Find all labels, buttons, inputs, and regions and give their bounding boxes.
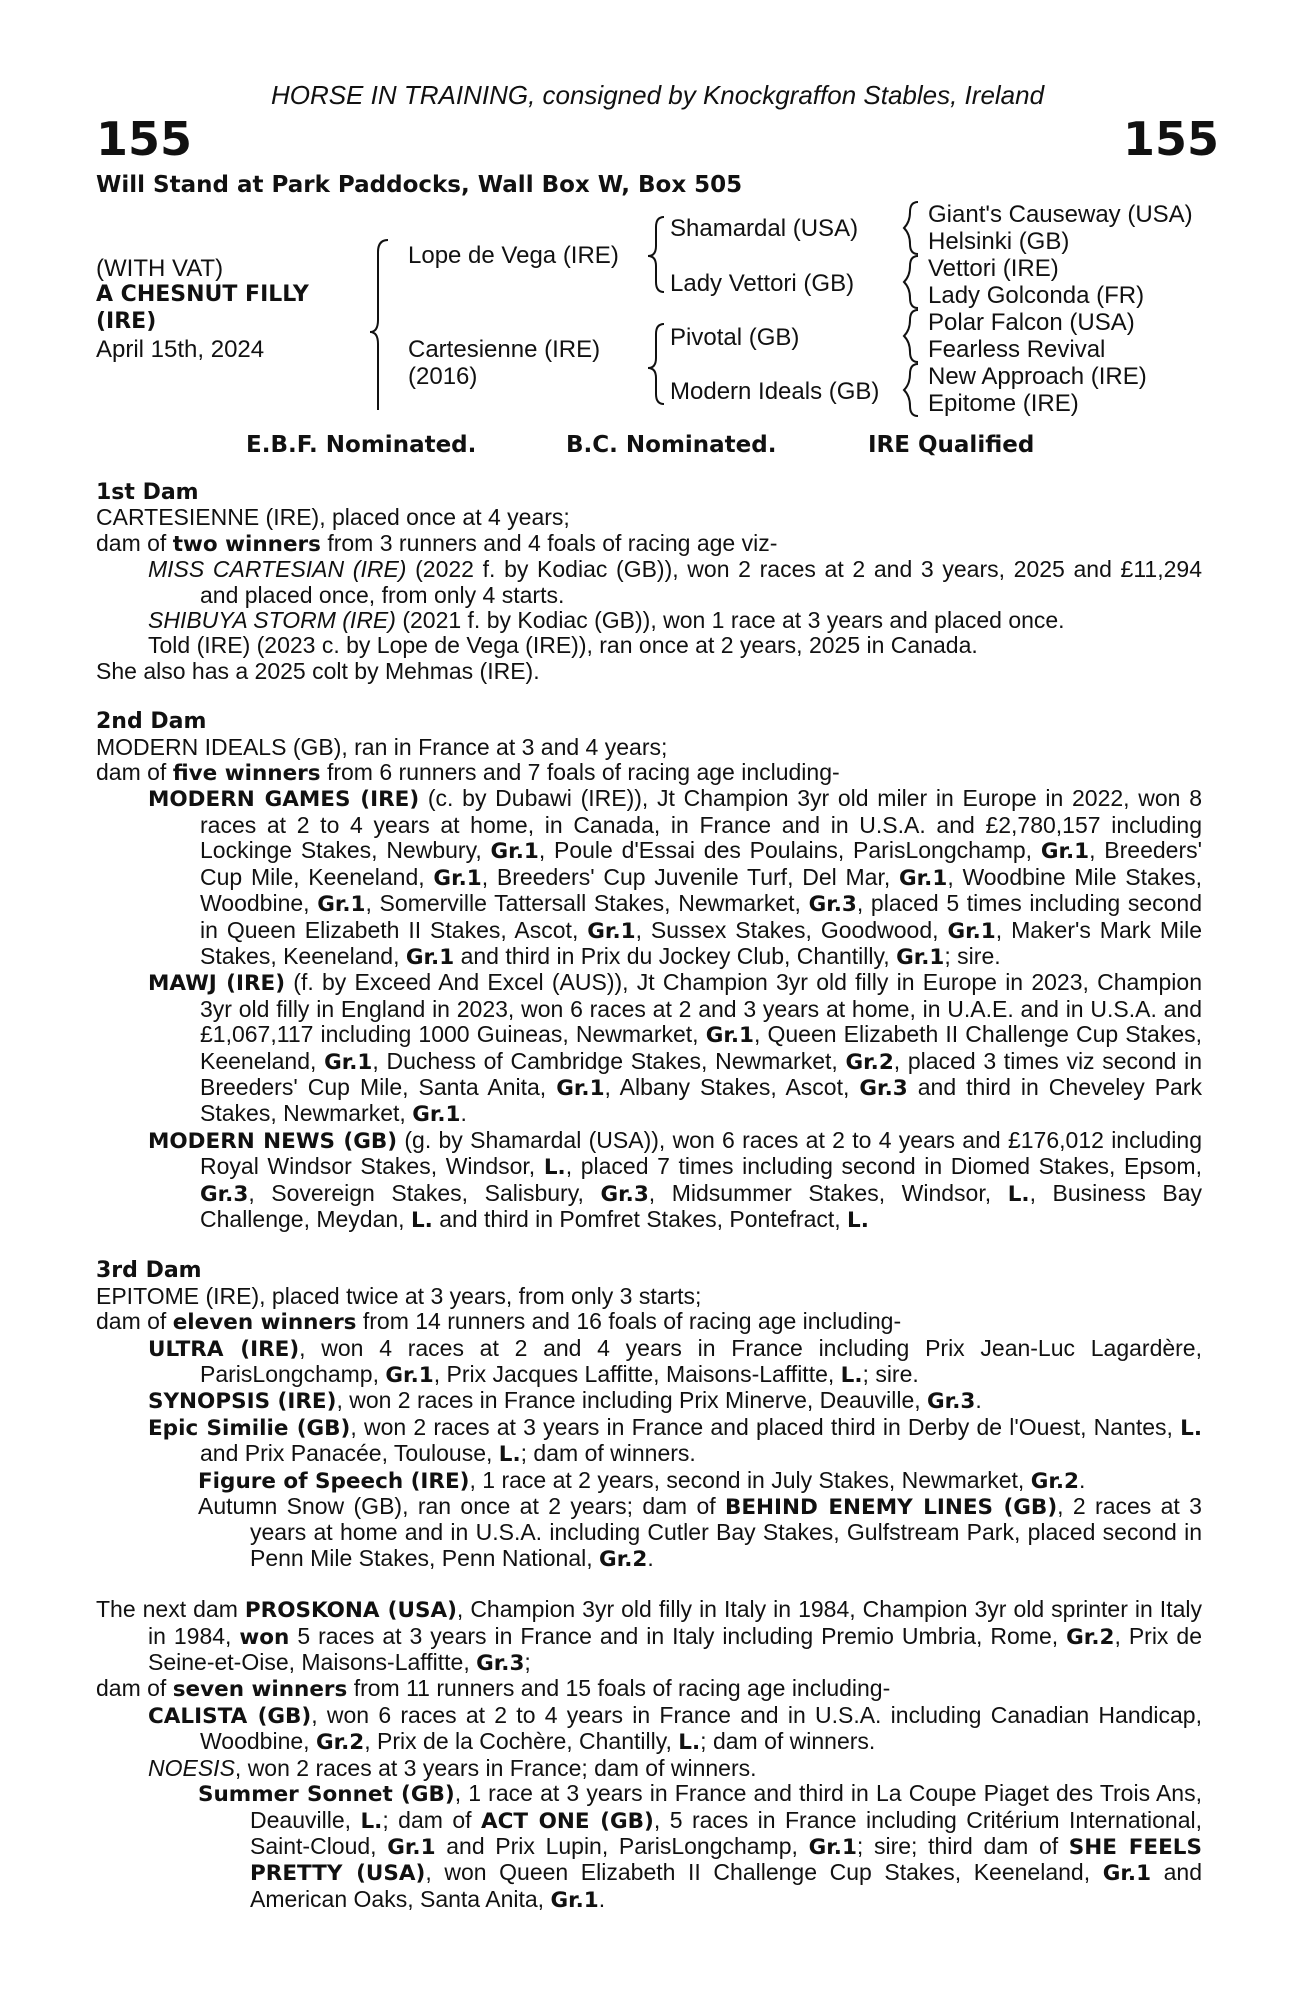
pedigree-dam-dam: Modern Ideals (GB) <box>670 378 880 405</box>
pedigree-dam: Cartesienne (IRE) <box>408 336 601 363</box>
first-dam-heading: 1st Dam <box>96 480 199 505</box>
catalogue-body <box>96 480 1202 1913</box>
produce-entry: MODERN GAMES (IRE) (c. by Dubawi (IRE)), Jt Champion 3yr old miler in Europe in 2022, won 8 races at 2 to 4 years at home, in Canada, in France and in U.S.A. and £2,780,157 including Lockinge Stakes, Newbury, Gr.1, Poule d'Essai des Poulains, ParisLongchamp, Gr.1, Breeders' Cup Mile, Keeneland, Gr.1, Breeders' Cup Juvenile Turf, Del Mar, Gr.1, Woodbine Mile Stakes, Woodbine, Gr.1, Somerville Tattersall Stakes, Newmarket, Gr.3, placed 5 times including second in Queen Elizabeth II Stakes, Ascot, Gr.1, Sussex Stakes, Goodwood, Gr.1, Maker's Mark Mile Stakes, Keeneland, Gr.1 and third in Prix du Jockey Club, Chantilly, Gr.1; sire. <box>148 785 1203 970</box>
lot-number-right: 155 <box>1122 112 1219 166</box>
produce-entry: MISS CARTESIAN (IRE) (2022 f. by Kodiac (GB)), won 2 races at 2 and 3 years, 2025 and £11,294 and placed once, from only 4 starts. <box>148 556 1202 608</box>
produce-entry: Epic Similie (GB), won 2 races at 3 years in France and placed third in Derby de l'Ouest, Nantes, L. and Prix Panacée, Toulouse, L.; dam of winners. <box>148 1413 1202 1468</box>
vat-label: (WITH VAT) <box>96 255 224 282</box>
produce-entry: Autumn Snow (GB), ran once at 2 years; dam of BEHIND ENEMY LINES (GB), 2 races at 3 years at home and in U.S.A. including Cutler Bay Stakes, Gulfstream Park, placed second in Penn Mile Stakes, Penn National, Gr.2. <box>198 1493 1202 1572</box>
second-dam-line: dam of five winners from 6 runners and 7 foals of racing age including- <box>96 759 840 787</box>
produce-entry: CALISTA (GB), won 6 races at 2 to 4 years in France and in U.S.A. including Canadian Handicap, Woodbine, Gr.2, Prix de la Cochère, Chantilly, L.; dam of winners. <box>148 1701 1202 1756</box>
pedigree-sire-dam: Lady Vettori (GB) <box>670 270 855 297</box>
third-dam-heading: 3rd Dam <box>96 1258 202 1284</box>
produce-entry: SHIBUYA STORM (IRE) (2021 f. by Kodiac (GB)), won 1 race at 3 years and placed once. <box>148 607 1065 634</box>
pedigree-dam-sire: Pivotal (GB) <box>670 324 800 351</box>
pedigree-gen3-8: Epitome (IRE) <box>928 390 1079 417</box>
ebf-nomination: E.B.F. Nominated. <box>246 432 477 458</box>
second-dam-line: MODERN IDEALS (GB), ran in France at 3 and 4 years; <box>96 733 668 760</box>
produce-entry: NOESIS, won 2 races at 3 years in France; dam of winners. <box>148 1754 757 1781</box>
produce-entry: ULTRA (IRE), won 4 races at 2 and 4 years in France including Prix Jean-Luc Lagardère, ParisLongchamp, Gr.1, Prix Jacques Laffitte, Maisons-Laffitte, L.; sire. <box>148 1334 1202 1388</box>
pedigree-gen3-1: Giant's Causeway (USA) <box>928 201 1193 228</box>
third-dam-line: dam of eleven winners from 14 runners and 16 foals of racing age including- <box>96 1308 902 1336</box>
horse-description-country: (IRE) <box>96 309 157 334</box>
first-dam-line: dam of two winners from 3 runners and 4 foals of racing age viz- <box>96 529 778 557</box>
produce-entry: Told (IRE) (2023 c. by Lope de Vega (IRE)), ran once at 2 years, 2025 in Canada. <box>148 632 978 659</box>
produce-entry: Figure of Speech (IRE), 1 race at 2 years, second in July Stakes, Newmarket, Gr.2. <box>198 1466 1086 1494</box>
next-dam-line: The next dam PROSKONA (USA), Champion 3yr old filly in Italy in 1984, Champion 3yr old sprinter in Italy in 1984, won 5 races at 3 years in France and in Italy including Premio Umbria, Rome, Gr.2, Prix de Seine-et-Oise, Maisons-Laffitte, Gr.3; <box>96 1596 1202 1677</box>
produce-entry: Summer Sonnet (GB), 1 race at 3 years in France and third in La Coupe Piaget des Trois Ans, Deauville, L.; dam of ACT ONE (GB), 5 races in France including Critérium International, Saint-Cloud, Gr.1 and Prix Lupin, ParisLongchamp, Gr.1; sire; third dam of SHE FEELS PRETTY (USA), won Queen Elizabeth II Challenge Cup Stakes, Keeneland, Gr.1 and American Oaks, Santa Anita, Gr.1. <box>198 1780 1203 1913</box>
lot-number-left: 155 <box>96 112 193 166</box>
produce-entry: MODERN NEWS (GB) (g. by Shamardal (USA)), won 6 races at 2 to 4 years and £176,012 including Royal Windsor Stakes, Windsor, L., placed 7 times including second in Diomed Stakes, Epsom, Gr.3, Sovereign Stakes, Salisbury, Gr.3, Midsummer Stakes, Windsor, L., Business Bay Challenge, Meydan, L. and third in Pomfret Stakes, Pontefract, L. <box>148 1126 1203 1233</box>
stand-info: Will Stand at Park Paddocks, Wall Box W, Box 505 <box>96 172 743 198</box>
third-dam-line: EPITOME (IRE), placed twice at 3 years, from only 3 starts; <box>96 1282 702 1309</box>
pedigree-gen3-2: Helsinki (GB) <box>928 228 1070 255</box>
pedigree-gen3-3: Vettori (IRE) <box>928 255 1059 282</box>
pedigree-sire-sire: Shamardal (USA) <box>670 215 859 242</box>
next-dam-line: dam of seven winners from 11 runners and 15 foals of racing age including- <box>96 1675 891 1703</box>
pedigree-gen3-7: New Approach (IRE) <box>928 363 1147 390</box>
pedigree-gen3-6: Fearless Revival <box>928 336 1106 363</box>
pedigree-dam-year: (2016) <box>408 363 478 390</box>
first-dam-line: CARTESIENNE (IRE), placed once at 4 years; <box>96 504 570 531</box>
horse-description: A CHESNUT FILLY <box>96 282 309 307</box>
second-dam-heading: 2nd Dam <box>96 709 207 735</box>
catalogue-header-title: HORSE IN TRAINING, consigned by Knockgraffon Stables, Ireland <box>270 80 1045 110</box>
foaling-date: April 15th, 2024 <box>96 336 265 363</box>
ire-qualified: IRE Qualified <box>868 432 1035 458</box>
first-dam-line: She also has a 2025 colt by Mehmas (IRE). <box>96 657 540 684</box>
produce-entry: MAWJ (IRE) (f. by Exceed And Excel (AUS)), Jt Champion 3yr old filly in Europe in 2023, Champion 3yr old filly in England in 2023, won 6 races at 2 and 3 years at home, in U.A.E. and in U.S.A. and £1,067,117 including 1000 Guineas, Newmarket, Gr.1, Queen Elizabeth II Challenge Cup Stakes, Keeneland, Gr.1, Duchess of Cambridge Stakes, Newmarket, Gr.2, placed 3 times viz second in Breeders' Cup Mile, Santa Anita, Gr.1, Albany Stakes, Ascot, Gr.3 and third in Cheveley Park Stakes, Newmarket, Gr.1. <box>148 969 1203 1128</box>
pedigree-gen3-5: Polar Falcon (USA) <box>928 309 1135 336</box>
pedigree-gen3-4: Lady Golconda (FR) <box>928 282 1145 309</box>
bc-nomination: B.C. Nominated. <box>566 432 777 458</box>
produce-entry: SYNOPSIS (IRE), won 2 races in France including Prix Minerve, Deauville, Gr.3. <box>148 1387 982 1415</box>
pedigree-sire: Lope de Vega (IRE) <box>408 242 619 269</box>
